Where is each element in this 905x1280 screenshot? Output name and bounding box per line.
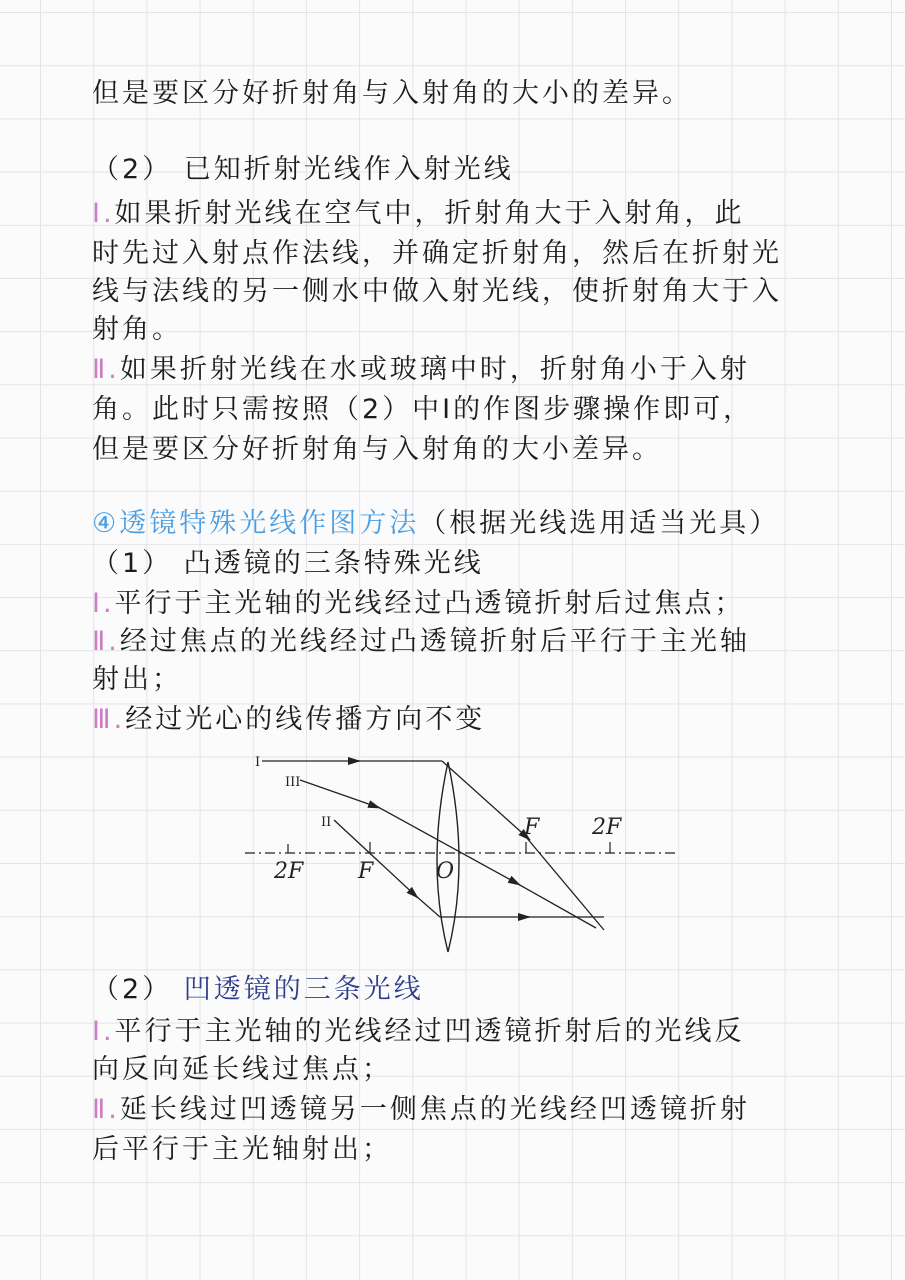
roman-numeral: Ⅲ. xyxy=(92,704,126,735)
text-line xyxy=(92,430,662,470)
text-line xyxy=(92,74,692,114)
text-line xyxy=(92,1012,745,1052)
section-heading xyxy=(92,150,514,190)
label-ray-ii: II xyxy=(321,815,332,830)
text-line xyxy=(92,1090,750,1130)
text-span: 平行于主光轴的光线经过凸透镜折射后过焦点； xyxy=(114,588,745,619)
text-line xyxy=(92,584,745,624)
text-span: 射角。 xyxy=(92,314,182,345)
text-span: 经过焦点的光线经过凸透镜折射后平行于主光轴 xyxy=(119,626,750,657)
label-f-left: F xyxy=(358,859,374,884)
text-line xyxy=(92,350,750,390)
text-span: 但是要区分好折射角与入射角的大小差异。 xyxy=(92,434,662,465)
label-2f-right: 2F xyxy=(592,815,622,840)
label-o: O xyxy=(436,859,455,884)
roman-numeral: Ⅱ. xyxy=(92,626,120,657)
heading-title: ④透镜特殊光线作图方法 xyxy=(92,508,420,539)
text-line xyxy=(92,1130,392,1170)
convex-lens-shape xyxy=(437,762,459,952)
text-span: （2） 已知折射光线作入射光线 xyxy=(92,154,514,185)
text-line xyxy=(92,390,753,430)
label-f-right: F xyxy=(524,815,540,840)
text-line xyxy=(92,194,745,234)
ray-iii-arrow-1 xyxy=(300,780,380,808)
text-line xyxy=(92,1050,392,1090)
text-span: 延长线过凹透镜另一侧焦点的光线经凹透镜折射 xyxy=(119,1094,750,1125)
text-span: 但是要区分好折射角与入射角的大小的差异。 xyxy=(92,78,692,109)
text-span: 射出； xyxy=(92,664,182,695)
ray-i-refracted xyxy=(526,837,604,930)
text-line xyxy=(92,622,750,662)
text-line xyxy=(92,310,182,350)
roman-numeral: Ⅱ. xyxy=(92,354,120,385)
text-span: 线与法线的另一侧水中做入射光线，使折射角大于入 xyxy=(92,276,782,307)
ray-ii-incident-arrow xyxy=(334,820,418,898)
text-span: 经过光心的线传播方向不变 xyxy=(125,704,486,735)
section-heading xyxy=(92,504,779,544)
text-span: 时先过入射点作法线，并确定折射角，然后在折射光 xyxy=(92,238,782,269)
roman-numeral: Ⅱ. xyxy=(92,1094,120,1125)
roman-numeral: Ⅰ. xyxy=(92,1016,115,1047)
text-line xyxy=(92,660,182,700)
roman-numeral: Ⅰ. xyxy=(92,198,115,229)
label-ray-iii: III xyxy=(285,775,301,790)
heading-title: 凹透镜的三条光线 xyxy=(183,974,424,1005)
text-span: 如果折射光线在水或玻璃中时，折射角小于入射 xyxy=(119,354,750,385)
text-line xyxy=(92,272,782,312)
text-span: 如果折射光线在空气中，折射角大于入射角，此 xyxy=(114,198,745,229)
text-span: 向反向延长线过焦点； xyxy=(92,1054,392,1085)
text-span: （2） xyxy=(92,974,173,1005)
text-line xyxy=(92,234,782,274)
section-heading xyxy=(92,970,424,1010)
sub-heading xyxy=(92,544,484,584)
text-span: （根据光线选用适当光具） xyxy=(419,508,780,539)
text-span: 平行于主光轴的光线经过凹透镜折射后的光线反 xyxy=(114,1016,745,1047)
convex-lens-diagram xyxy=(230,740,690,960)
ray-ii-incident xyxy=(416,896,440,917)
roman-numeral: Ⅰ. xyxy=(92,588,115,619)
text-line xyxy=(92,700,485,740)
label-2f-left: 2F xyxy=(274,859,304,884)
text-span: 角。此时只需按照（2）中Ⅰ的作图步骤操作即可， xyxy=(92,394,754,425)
text-span: 后平行于主光轴射出； xyxy=(92,1134,392,1165)
label-ray-i: I xyxy=(255,755,261,770)
text-span: （1） 凸透镜的三条特殊光线 xyxy=(92,548,484,579)
